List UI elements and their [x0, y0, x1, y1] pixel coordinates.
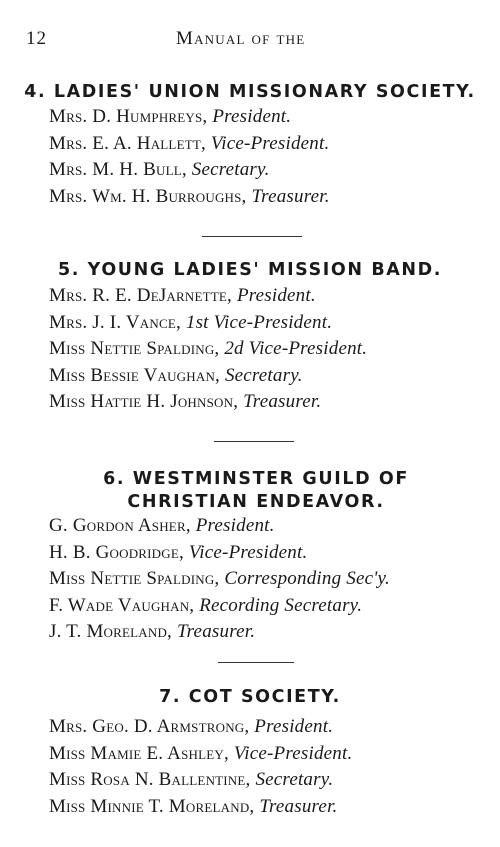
officer-entry — [49, 714, 352, 741]
page-number: 12 — [26, 28, 47, 49]
officer-name: Mrs. M. H. Bull, — [49, 159, 187, 180]
officer-name: J. T. Moreland, — [49, 621, 172, 642]
officer-entry — [49, 619, 390, 646]
officer-role: 2d Vice-President. — [224, 338, 368, 359]
officer-role: President. — [236, 285, 316, 306]
officer-entry — [49, 336, 367, 363]
officer-name: Miss Nettie Spalding, — [49, 338, 220, 359]
officer-entry — [49, 184, 330, 211]
society-westminster-guild — [0, 468, 500, 514]
officer-list — [49, 283, 367, 416]
section-divider — [214, 441, 294, 442]
officer-role: 1st Vice-President. — [185, 311, 333, 333]
officer-entry — [49, 593, 390, 620]
officer-role: Vice-President. — [210, 132, 330, 154]
officer-role: Treasurer. — [251, 185, 330, 207]
officer-name: G. Gordon Asher, — [49, 515, 191, 536]
officer-entry — [49, 363, 367, 390]
officer-name: Mrs. E. A. Hallett, — [49, 132, 206, 154]
officer-entry — [49, 767, 352, 794]
officer-name: Mrs. J. I. Vance, — [49, 311, 181, 333]
officer-role: President. — [254, 716, 334, 737]
officer-entry — [49, 513, 390, 540]
officer-name: Mrs. R. E. DeJarnette, — [49, 285, 232, 306]
officer-entry — [49, 566, 390, 593]
officer-name: Miss Minnie T. Moreland, — [49, 795, 255, 817]
officer-role: Treasurer. — [176, 621, 256, 642]
society-cot — [0, 686, 500, 709]
officer-role: Secretary. — [255, 769, 334, 790]
officer-role: President. — [195, 515, 275, 536]
section-divider — [218, 662, 294, 663]
officer-entry — [49, 794, 352, 821]
officer-name: Miss Rosa N. Ballentine, — [49, 769, 251, 790]
officer-role: President. — [212, 106, 292, 127]
society-ladies-union-missionary — [0, 81, 500, 104]
society-title: 4. LADIES' UNION MISSIONARY SOCIETY. — [24, 82, 476, 102]
officer-role: Vice-President. — [188, 541, 308, 563]
society-title: 5. YOUNG LADIES' MISSION BAND. — [57, 260, 443, 280]
officer-name: Miss Hattie H. Johnson, — [49, 391, 239, 412]
page-header — [0, 28, 500, 52]
officer-role: Treasurer. — [243, 391, 322, 412]
officer-entry — [49, 741, 352, 768]
officer-role: Vice-President. — [233, 742, 353, 764]
officer-role: Recording Secretary. — [199, 594, 363, 616]
officer-list — [49, 104, 330, 210]
officer-list — [49, 513, 390, 646]
officer-entry — [49, 283, 367, 310]
officer-name: F. Wade Vaughan, — [49, 594, 195, 616]
section-divider — [202, 236, 302, 237]
society-young-ladies-mission-band — [0, 259, 500, 282]
officer-role: Treasurer. — [259, 795, 338, 817]
officer-role: Secretary. — [224, 364, 303, 386]
officer-name: H. B. Goodridge, — [49, 541, 184, 563]
officer-name: Miss Nettie Spalding, — [49, 568, 220, 589]
officer-entry — [49, 310, 367, 337]
running-head: Manual of the — [176, 28, 306, 49]
society-title: 6. WESTMINSTER GUILD OF CHRISTIAN ENDEAVOR. — [103, 469, 409, 512]
officer-name: Miss Mamie E. Ashley, — [49, 742, 229, 764]
officer-entry — [49, 157, 330, 184]
officer-entry — [49, 540, 390, 567]
officer-list — [49, 714, 352, 820]
officer-role: Secretary. — [191, 159, 270, 180]
officer-entry — [49, 131, 330, 158]
society-title: 7. COT SOCIETY. — [159, 687, 341, 707]
officer-name: Miss Bessie Vaughan, — [49, 364, 220, 386]
officer-entry — [49, 389, 367, 416]
officer-entry — [49, 104, 330, 131]
officer-name: Mrs. D. Humphreys, — [49, 106, 208, 127]
officer-name: Mrs. Wm. H. Burroughs, — [49, 185, 247, 207]
officer-name: Mrs. Geo. D. Armstrong, — [49, 716, 250, 737]
officer-role: Corresponding Sec'y. — [224, 568, 391, 589]
